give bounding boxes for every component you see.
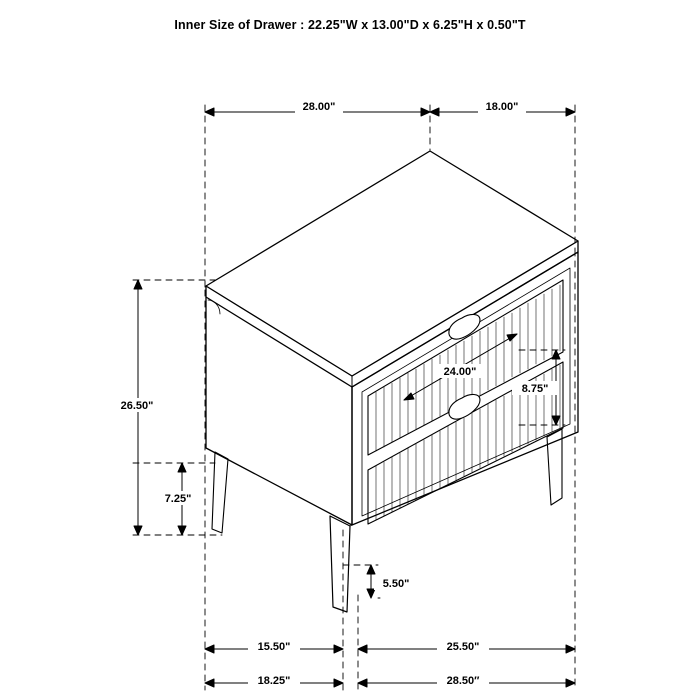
dim-drawer-height: 8.75"	[521, 383, 549, 395]
page-title: Inner Size of Drawer : 22.25"W x 13.00"D x 6.25"H x 0.50"T	[174, 18, 526, 32]
dim-overall-height: 26.50"	[120, 400, 154, 412]
dim-base-depth-total: 18.25"	[257, 675, 291, 687]
dim-bottom-left-depth: 15.50"	[257, 641, 291, 653]
dim-top-left-width: 28.00"	[302, 101, 336, 113]
dim-base-width-total: 28.50″	[446, 675, 480, 687]
dim-top-right-depth: 18.00"	[485, 101, 519, 113]
dim-leg-height: 7.25"	[164, 493, 192, 505]
dim-leg-offset-front: 5.50"	[382, 578, 410, 590]
dim-drawer-front-width: 24.00"	[443, 366, 477, 378]
dim-bottom-right-width: 25.50"	[446, 641, 480, 653]
